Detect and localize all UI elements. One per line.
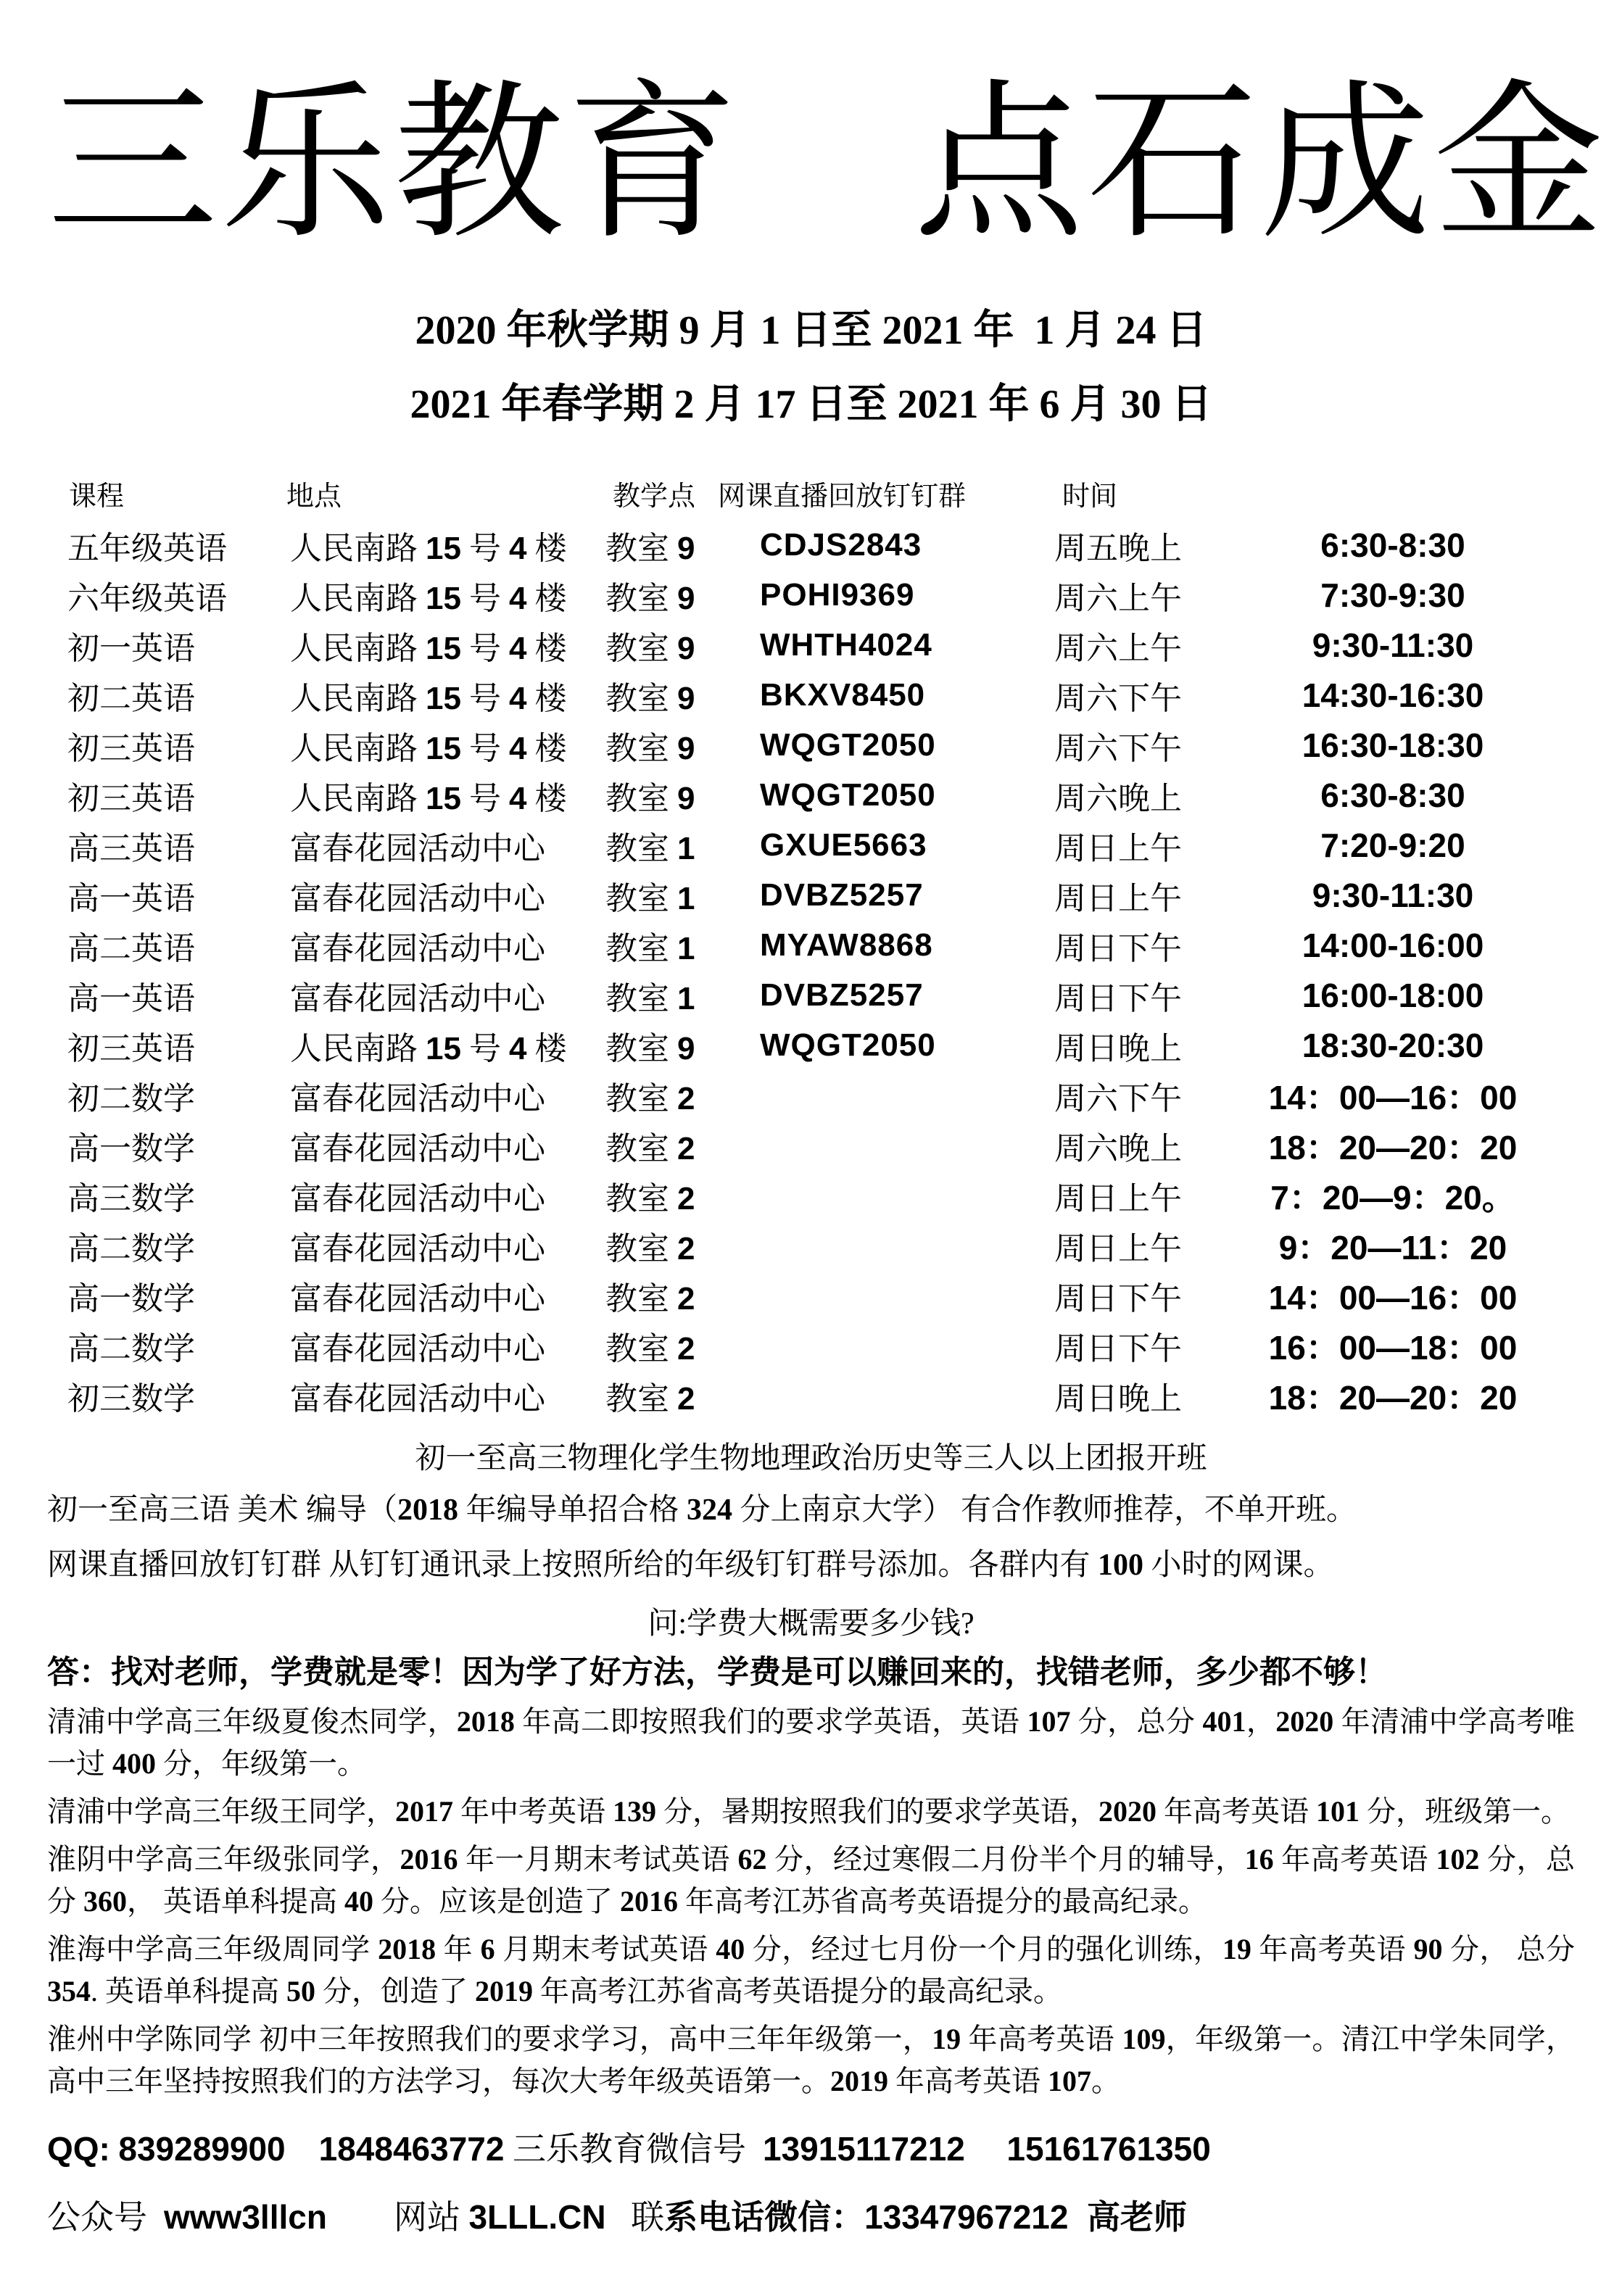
day-cell: 周六晚上: [1054, 1131, 1182, 1166]
location-cell: 富春花园活动中心: [290, 1231, 545, 1267]
date-line-fall: 2020 年秋学期 9 月 1 日至 2021 年 1 月 24 日: [415, 307, 1207, 353]
room-cell: 教室 9: [605, 581, 695, 616]
dingtalk-group-cell: GXUE5663: [760, 827, 927, 863]
qq-contact-line: QQ: 839289900 1848463772 三乐教育微信号 13915117212 15161761350: [47, 2129, 1211, 2168]
testimonial-paragraph: 淮阴中学高三年级张同学，2016 年一月期末考试英语 62 分，经过寒假二月份半个月的辅导，16 年高考英语 102 分，总分 360， 英语单科提高 40 分。应该是创造了 2016 年高考江苏省高考英语提分的最高纪录。: [47, 1842, 1576, 1918]
semester-dates: [47, 298, 1575, 430]
dingtalk-group-cell: BKXV8450: [760, 677, 926, 713]
room-cell: 教室 9: [605, 731, 695, 766]
location-cell: 富春花园活动中心: [290, 1181, 545, 1217]
room-cell: 教室 2: [605, 1181, 695, 1217]
dingtalk-group-cell: POHI9369: [760, 577, 915, 613]
room-cell: 教室 1: [605, 931, 695, 966]
time-cell: 16:00-18:00: [1302, 977, 1484, 1014]
day-cell: 周日晚上: [1054, 1031, 1182, 1066]
table-row: [47, 1221, 1575, 1271]
table-row: [47, 1121, 1575, 1171]
room-cell: 教室 9: [605, 1031, 695, 1066]
course-cell: 高一英语: [67, 981, 195, 1016]
course-cell: 初三英语: [67, 781, 195, 816]
time-cell: 16:30-18:30: [1302, 726, 1484, 764]
room-cell: 教室 1: [605, 831, 695, 866]
table-row: [47, 1371, 1575, 1421]
time-cell: 6:30-8:30: [1320, 526, 1465, 564]
table-row: [47, 621, 1575, 671]
room-cell: 教室 9: [605, 531, 695, 566]
dingtalk-group-cell: MYAW8868: [760, 927, 933, 963]
table-row: [47, 571, 1575, 621]
table-header-row: [47, 466, 1575, 521]
table-row: [47, 1171, 1575, 1221]
day-cell: 周六上午: [1054, 581, 1182, 616]
time-cell: 9：20—11：20: [1278, 1229, 1507, 1267]
location-cell: 富春花园活动中心: [290, 1131, 545, 1166]
day-cell: 周日下午: [1054, 981, 1182, 1016]
course-cell: 高一数学: [67, 1281, 195, 1317]
location-cell: 富春花园活动中心: [290, 1381, 545, 1417]
location-cell: 人民南路 15 号 4 楼: [290, 581, 567, 616]
time-cell: 16：00—18：00: [1268, 1329, 1518, 1367]
course-cell: 高一数学: [67, 1131, 195, 1166]
table-row: [47, 971, 1575, 1021]
course-cell: 初一英语: [67, 631, 195, 666]
dingtalk-group-cell: WQGT2050: [760, 1027, 936, 1063]
location-cell: 富春花园活动中心: [290, 931, 545, 966]
table-row: [47, 1271, 1575, 1321]
testimonial-paragraph: 清浦中学高三年级王同学，2017 年中考英语 139 分，暑期按照我们的要求学英语，2020 年高考英语 101 分，班级第一。: [47, 1794, 1570, 1828]
location-cell: 人民南路 15 号 4 楼: [290, 1031, 567, 1066]
tuition-answer: 答：找对老师，学费就是零！因为学了好方法，学费是可以赚回来的，找错老师，多少都不够！: [47, 1654, 1387, 1690]
course-cell: 初三英语: [67, 731, 195, 766]
time-cell: 14：00—16：00: [1268, 1079, 1518, 1116]
time-cell: 9:30-11:30: [1312, 876, 1474, 914]
dingtalk-group-cell: DVBZ5257: [760, 977, 924, 1013]
course-cell: 高一英语: [67, 881, 195, 916]
course-cell: 初三数学: [67, 1381, 195, 1417]
room-cell: 教室 1: [605, 981, 695, 1016]
day-cell: 周六上午: [1054, 631, 1182, 666]
course-cell: 高二数学: [67, 1231, 195, 1267]
day-cell: 周日上午: [1054, 1231, 1182, 1267]
room-cell: 教室 9: [605, 631, 695, 666]
course-cell: 初三英语: [67, 1031, 195, 1066]
room-cell: 教室 2: [605, 1331, 695, 1367]
location-cell: 人民南路 15 号 4 楼: [290, 681, 567, 716]
time-cell: 14:00-16:00: [1302, 927, 1484, 964]
page-title: 三乐教育 点石成金: [47, 70, 1607, 259]
table-row: [47, 771, 1575, 821]
location-cell: 富春花园活动中心: [290, 831, 545, 866]
day-cell: 周日下午: [1054, 931, 1182, 966]
time-cell: 7:20-9:20: [1320, 826, 1465, 864]
course-cell: 六年级英语: [67, 581, 227, 616]
table-row: [47, 1321, 1575, 1371]
day-cell: 周日上午: [1054, 831, 1182, 866]
room-cell: 教室 2: [605, 1081, 695, 1116]
dingtalk-group-cell: CDJS2843: [760, 527, 922, 563]
table-row: [47, 671, 1575, 721]
location-cell: 富春花园活动中心: [290, 981, 545, 1016]
room-cell: 教室 9: [605, 781, 695, 816]
time-cell: 14:30-16:30: [1302, 676, 1484, 714]
day-cell: 周日下午: [1054, 1331, 1182, 1367]
course-cell: 初二英语: [67, 681, 195, 716]
room-cell: 教室 2: [605, 1381, 695, 1417]
header-cell-room: 教学点: [613, 481, 696, 512]
time-cell: 14：00—16：00: [1268, 1279, 1518, 1317]
group-enroll-note: 初一至高三物理化学生物地理政治历史等三人以上团报开班: [415, 1441, 1207, 1475]
schedule-table: [47, 466, 1575, 1421]
time-cell: 9:30-11:30: [1312, 626, 1474, 664]
time-cell: 18：20—20：20: [1268, 1379, 1518, 1417]
header-cell-course: 课程: [69, 481, 125, 512]
course-cell: 高三数学: [67, 1181, 195, 1217]
header-cell-time: 时间: [1062, 481, 1118, 512]
location-cell: 人民南路 15 号 4 楼: [290, 731, 567, 766]
dingtalk-group-cell: WHTH4024: [760, 627, 932, 663]
room-cell: 教室 2: [605, 1281, 695, 1317]
room-cell: 教室 2: [605, 1131, 695, 1166]
art-course-note: 初一至高三语 美术 编导（2018 年编导单招合格 324 分上南京大学） 有合作教师推荐，不单开班。: [47, 1493, 1357, 1527]
tuition-question: 问:学费大概需要多少钱?: [647, 1607, 975, 1641]
day-cell: 周日上午: [1054, 881, 1182, 916]
footer-contact-line: 公众号 www3lllcn 网站 3LLL.CN 联系电话微信：13347967212 高老师: [47, 2197, 1188, 2236]
location-cell: 富春花园活动中心: [290, 1331, 545, 1367]
room-cell: 教室 1: [605, 881, 695, 916]
time-cell: 6:30-8:30: [1320, 776, 1465, 814]
dingtalk-group-cell: WQGT2050: [760, 727, 936, 763]
header-cell-location: 地点: [286, 481, 342, 512]
location-cell: 人民南路 15 号 4 楼: [290, 631, 567, 666]
time-cell: 18：20—20：20: [1268, 1129, 1518, 1166]
location-cell: 人民南路 15 号 4 楼: [290, 531, 567, 566]
course-cell: 高二数学: [67, 1331, 195, 1367]
room-cell: 教室 9: [605, 681, 695, 716]
time-cell: 7：20—9：20。: [1270, 1179, 1515, 1217]
table-row: [47, 521, 1575, 571]
course-cell: 高二英语: [67, 931, 195, 966]
location-cell: 人民南路 15 号 4 楼: [290, 781, 567, 816]
dingtalk-note: 网课直播回放钉钉群 从钉钉通讯录上按照所给的年级钉钉群号添加。各群内有 100 小时的网课。: [47, 1548, 1334, 1582]
day-cell: 周日下午: [1054, 1281, 1182, 1317]
table-row: [47, 871, 1575, 921]
day-cell: 周日上午: [1054, 1181, 1182, 1217]
room-cell: 教室 2: [605, 1231, 695, 1267]
course-cell: 高三英语: [67, 831, 195, 866]
table-row: [47, 1071, 1575, 1121]
day-cell: 周五晚上: [1054, 531, 1182, 566]
testimonial-paragraph: 清浦中学高三年级夏俊杰同学，2018 年高二即按照我们的要求学英语，英语 107 分，总分 401，2020 年清浦中学高考唯一过 400 分，年级第一。: [47, 1704, 1576, 1780]
time-cell: 7:30-9:30: [1320, 576, 1465, 614]
time-cell: 18:30-20:30: [1302, 1027, 1484, 1064]
table-row: [47, 821, 1575, 871]
dingtalk-group-cell: DVBZ5257: [760, 877, 924, 913]
day-cell: 周六下午: [1054, 1081, 1182, 1116]
location-cell: 富春花园活动中心: [290, 1081, 545, 1116]
day-cell: 周六晚上: [1054, 781, 1182, 816]
day-cell: 周六下午: [1054, 731, 1182, 766]
location-cell: 富春花园活动中心: [290, 881, 545, 916]
location-cell: 富春花园活动中心: [290, 1281, 545, 1317]
dingtalk-group-cell: WQGT2050: [760, 777, 936, 813]
testimonial-paragraph: 淮海中学高三年级周同学 2018 年 6 月期末考试英语 40 分，经过七月份一个月的强化训练，19 年高考英语 90 分， 总分 354. 英语单科提高 50 分，创造了 2019 年高考江苏省高考英语提分的最高纪录。: [47, 1932, 1576, 2007]
table-row: [47, 1021, 1575, 1071]
day-cell: 周六下午: [1054, 681, 1182, 716]
header-cell-dingtalk-group: 网课直播回放钉钉群: [718, 481, 967, 512]
date-line-spring: 2021 年春学期 2 月 17 日至 2021 年 6 月 30 日: [410, 381, 1212, 427]
table-row: [47, 721, 1575, 771]
course-cell: 五年级英语: [67, 531, 227, 566]
day-cell: 周日晚上: [1054, 1381, 1182, 1417]
table-row: [47, 921, 1575, 971]
course-cell: 初二数学: [67, 1081, 195, 1116]
testimonial-paragraph: 淮州中学陈同学 初中三年按照我们的要求学习，高中三年年级第一，19 年高考英语 109，年级第一。清江中学朱同学，高中三年坚持按照我们的方法学习，每次大考年级英语第一。2019 年高考英语 107。: [47, 2022, 1576, 2097]
